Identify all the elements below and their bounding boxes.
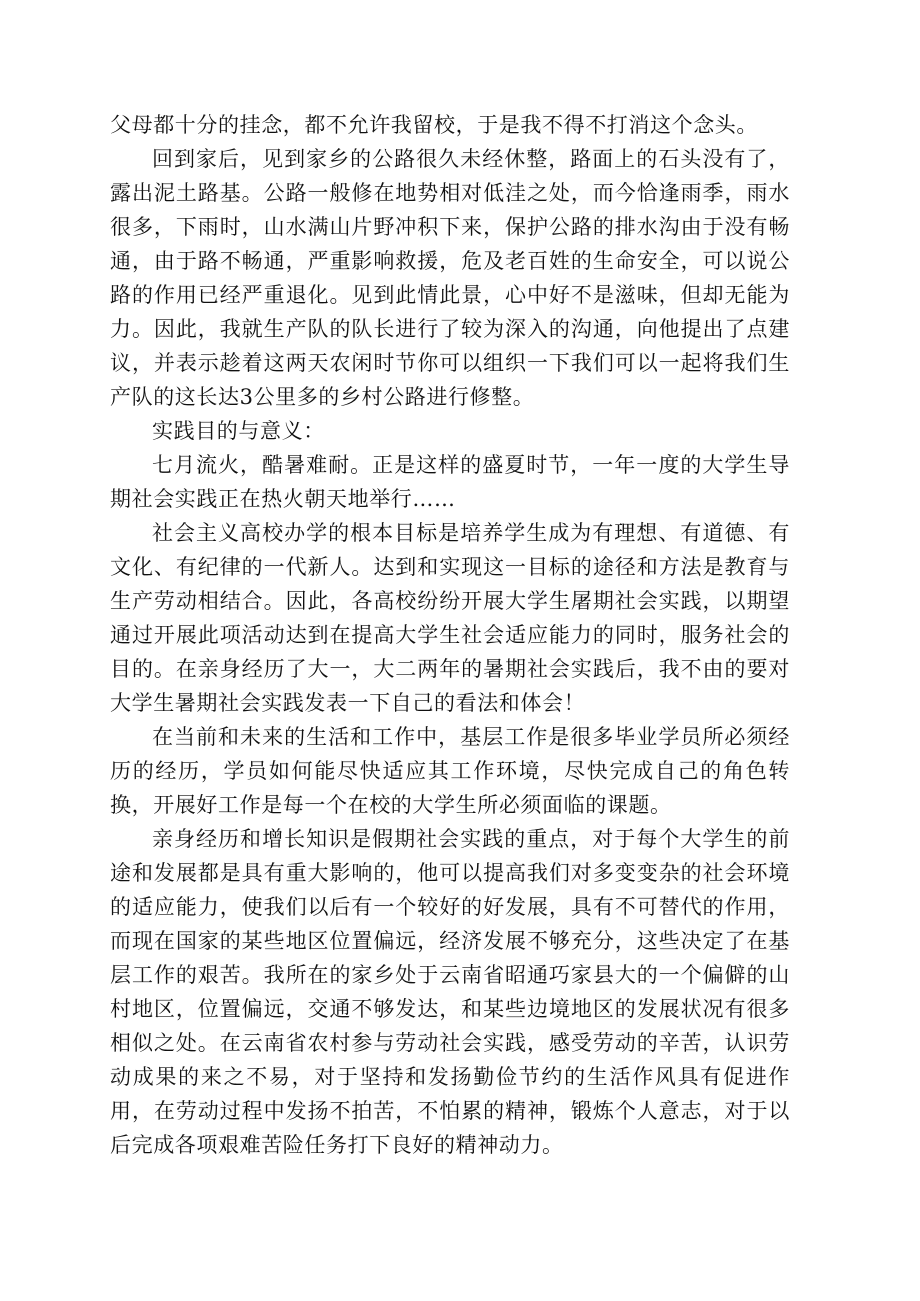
paragraph: 亲身经历和增长知识是假期社会实践的重点，对于每个大学生的前途和发展都是具有重大影响的，他可以提高我们对多变变杂的社会环境的适应能力，使我们以后有一个较好的好发展，具有不可替代的作用，而现在国家的某些地区位置偏远，经济发展不够充分，这些决定了在基层工作的艰苦。我所在的家乡处于云南省昭通巧家县大的一个偏僻的山村地区，位置偏远，交通不够发达，和某些边境地区的发展状况有很多相似之处。在云南省农村参与劳动社会实践，感受劳动的辛苦，认识劳动成果的来之不易，对于坚持和发扬勤俭节约的生活作风具有促进作用，在劳动过程中发扬不拍苦，不怕累的精神，锻炼个人意志，对于以后完成各项艰难苦险任务打下良好的精神动力。 <box>110 827 790 1157</box>
paragraph: 回到家后，见到家乡的公路很久未经休整，路面上的石头没有了，露出泥土路基。公路一般修在地势相对低洼之处，而今恰逢雨季，雨水很多，下雨时，山水满山片野冲积下来，保护公路的排水沟由于没有畅通，由于路不畅通，严重影响救援，危及老百姓的生命安全，可以说公路的作用已经严重退化。见到此情此景，心中好不是滋味，但却无能为力。因此，我就生产队的队长进行了较为深入的沟通，向他提出了点建议，并表示趁着这两天农闲时节你可以组织一下我们可以一起将我们生产队的这长达3公里多的乡村公路进行修整。 <box>110 147 790 409</box>
section-heading: 实践目的与意义： <box>152 419 325 443</box>
paragraph: 父母都十分的挂念，都不允许我留校，于是我不得不打消这个念头。 <box>110 113 758 137</box>
paragraph: 社会主义高校办学的根本目标是培养学生成为有理想、有道德、有文化、有纪律的一代新人。达到和实现这一目标的途径和方法是教育与生产劳动相结合。因此，各高校纷纷开展大学生屠期社会实践，以期望通过开展此项活动达到在提高大学生社会适应能力的同时，服务社会的目的。在亲身经历了大一，大二两年的暑期社会实践后，我不由的要对大学生暑期社会实践发表一下自己的看法和体会！ <box>110 521 790 715</box>
document-body <box>110 108 790 1162</box>
paragraph: 在当前和未来的生活和工作中，基层工作是很多毕业学员所必须经历的经历，学员如何能尽快适应其工作环境，尽快完成自己的角色转换，开展好工作是每一个在校的大学生所必须面临的课题。 <box>110 725 790 817</box>
paragraph: 七月流火，酷暑难耐。正是这样的盛夏时节，一年一度的大学生导期社会实践正在热火朝天地举行…… <box>110 453 790 511</box>
